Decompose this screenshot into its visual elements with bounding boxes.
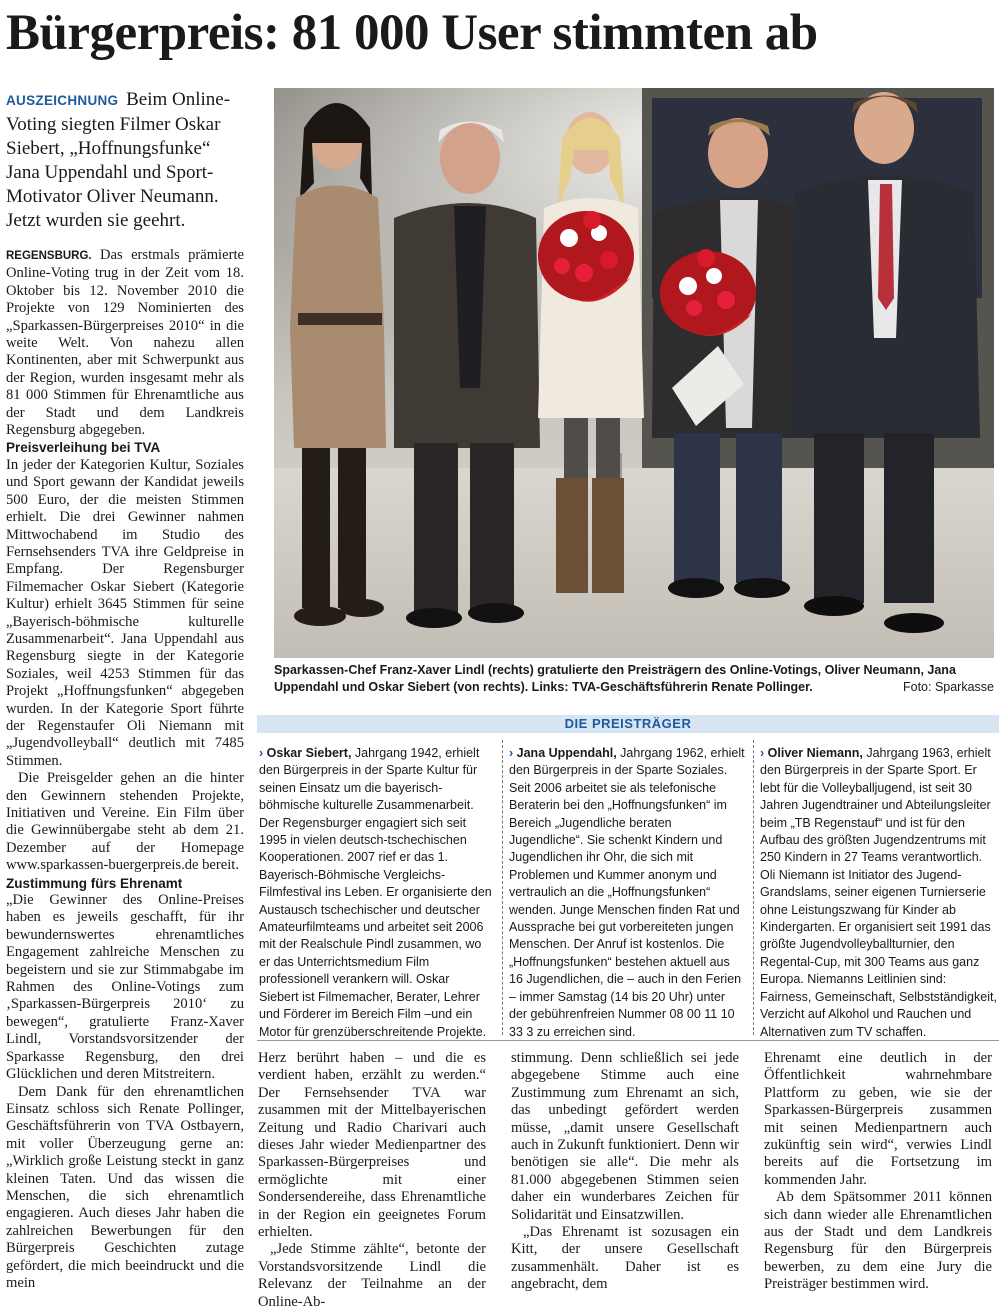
- paragraph: Herz berührt haben – und die es verdient haben, erzählt zu werden.“ Der Fernsehsender TVA war zusammen mit der Mittelbayerischen Zeitung und Radio Charivari auch dieses Jahr wieder Medienpartner des Sparkassen-Bürgerpreises und ermöglichte mit einer Sondersendereihe, dass Ehrenamtliche in der Region ein geeignetes Forum erhielten.: [258, 1050, 486, 1241]
- kicker-label: AUSZEICHNUNG: [6, 93, 119, 108]
- winner-name: Oskar Siebert,: [266, 746, 352, 760]
- winner-uppendahl: [509, 745, 745, 1041]
- intro-text: Das erstmals prämierte Online-Voting trug in der Zeit vom 18. Oktober bis 12. November 2010 die Projekte von 129 Nominierten des „Sparkassen-Bürgerpreises 2010“ in die weite Welt. Von nahezu allen Kontinenten, aber mit Schwerpunkt aus der Region, wurden insgesamt mehr als 81 000 Stimmen für Ehrenamtliche aus der Stadt und dem Landkreis Regensburg abgegeben.: [6, 247, 244, 439]
- lead-text: Beim Online-Voting siegten Filmer Oskar Siebert, „Hoffnungsfunke“ Jana Uppendahl und Sport-Motivator Oliver Neumann. Jetzt wurden sie geehrt.: [6, 89, 231, 231]
- winner-text: Jahrgang 1942, erhielt den Bürgerpreis in der Sparte Kultur für seinen Einsatz um die bayerisch-böhmische kulturelle Zusammenarbeit. Der Regensburger engagiert sich seit 1995 in vielen deutsch-tschechischen Kooperationen. 2007 rief er das 1. Bayerisch-Böhmische Vergleichs-Filmfestival ins Leben. Er organisierte den Austausch tschechischer und deutscher Amateurfilmteams und arbeitet seit 2006 mit der Realschule Pindl zusammen, wo er das Unterrichtsmedium Film professionell verankern will. Oskar Siebert ist Filmemacher, Berater, Lehrer und Förderer im Bereich Film –und ein Motor für grenzüberschreitende Projekte.: [259, 746, 492, 1039]
- paragraph: Ab dem Spätsommer 2011 können sich dann wieder alle Ehrenamtlichen aus der Stadt und dem Landkreis Regensburg für den Bürgerpreis bewerben, zu dem eine Jury die Preisträger bestimmen wird.: [764, 1189, 992, 1293]
- bottom-column-3: [764, 1050, 992, 1294]
- winner-siebert: [259, 745, 492, 1041]
- winner-text: Jahrgang 1963, erhielt den Bürgerpreis in der Sparte Sport. Er lebt für die Volleyballjugend, ist seit 30 Jahren Jugendtrainer und Abteilungsleiter beim „TB Regenstauf“ und ist für den Aufbau des größten Jugendzentrums mit 250 Kindern in 27 Teams verantwortlich. Oli Niemann ist Initiator des Jugend-Grandslams, seiner eigenen Turnierserie ohne Leistungszwang für Kinder ab Kindergarten. Er organisiert seit 1991 das größte Jugendvolleyballturnier, den Regental-Cup, mit 300 Teams aus ganz Europa. Niemanns Leitlinien sind: Fairness, Gemeinschaft, Selbstständigkeit, Verzicht auf Alkohol und Rauchen und Alternativen zum TV schaffen.: [760, 746, 997, 1039]
- paragraph: Ehrenamt eine deutlich in der Öffentlichkeit wahrnehmbare Plattform zu geben, wie sie der Sparkassen-Bürgerpreis zusammen mit seinen Medienpartnern auch zukünftig sein wird“, verwies Lindl bereits auf die Fortsetzung im kommenden Jahr.: [764, 1050, 992, 1188]
- award-photo: [274, 88, 994, 658]
- arrow-icon: ›: [259, 746, 264, 760]
- left-column: [6, 88, 244, 1292]
- bottom-column-1: [258, 1050, 486, 1311]
- paragraph-prize-money: Die Preisgelder gehen an die hinter den Gewinnern stehenden Projekte, Initiativen und Vereine. Ein Film über die Gewinnübergabe steht ab dem 21. Dezember auf der Homepage www.sparkassen-buergerpreis.de bereit.: [6, 770, 244, 874]
- article-body: [6, 247, 244, 1292]
- paragraph: „Das Ehrenamt ist sozusagen ein Kitt, der unsere Gesellschaft zusammenhält. Daher ist es angebracht, dem: [511, 1224, 739, 1293]
- paragraph-results: In jeder der Kategorien Kultur, Soziales und Sport gewann der Kandidat jeweils 500 Euro, der die meisten Stimmen erhielt. Die drei Gewinner nahmen Mittwochabend im Studio des Fernsehsenders TVA ihre Geldpreise in Empfang. Der Regensburger Filmemacher Oskar Siebert (Kategorie Kultur) erhielt 3645 Stimmen für seine „Bayerisch-böhmische kulturelle Zusammenarbeit“. Jana Uppendahl aus Regensburg siegte in der Kategorie Soziales, weil 4253 Stimmen für das Projekt „Hoffnungsfunken“ abgegeben wurden. In der Kategorie Sport führte der Regenstaufer Oli Niemann mit „Jugendvolleyball“ deutlich mit 7485 Stimmen.: [6, 456, 244, 769]
- caption-text: Sparkassen-Chef Franz-Xaver Lindl (rechts) gratulierte den Preisträgern des Online-Votings, Oliver Neumann, Jana Uppendahl und Oskar Siebert (von rechts). Links: TVA-Geschäftsführerin Renate Pollinger.: [274, 663, 956, 694]
- arrow-icon: ›: [509, 746, 514, 760]
- arrow-icon: ›: [760, 746, 765, 760]
- intro-paragraph: [6, 247, 244, 439]
- winner-name: Jana Uppendahl,: [516, 746, 617, 760]
- photo-caption: [274, 662, 994, 696]
- bottom-column-2: [511, 1050, 739, 1294]
- subhead-preisverleihung: Preisverleihung bei TVA: [6, 440, 161, 456]
- photo-illustration: [274, 88, 994, 658]
- dateline: REGENSBURG.: [6, 250, 92, 262]
- box-bottom-rule: [257, 1040, 999, 1041]
- winner-niemann: [760, 745, 998, 1041]
- column-divider: [753, 740, 754, 1035]
- winner-text: Jahrgang 1962, erhielt den Bürgerpreis in der Sparte Soziales. Seit 2006 arbeitet sie als telefonische Beraterin bei den „Hoffnungsfunken“ im Bereich „Jugendliche beraten Jugendliche“. Sie schenkt Kindern und Jugendlichen ihr Ohr, die sich mit Problemen und Kummer anonym und vertraulich an die „Hoffnungsfunken“ wenden. Junge Menschen finden Rat und Aussprache bei gut vorbereiteten jungen Menschen. Der Anruf ist kostenlos. Die „Hoffnungsfunken“ bestehen aktuell aus 16 Jugendlichen, die – auch in den Ferien – immer Samstag (14 bis 20 Uhr) unter der gebührenfreien Nummer 08 00 11 10 33 3 zu erreichen sind.: [509, 746, 745, 1039]
- paragraph: „Jede Stimme zählte“, betonte der Vorstandsvorsitzende Lindl die Relevanz der Teilnahme an der Online-Ab-: [258, 1241, 486, 1310]
- headline: Bürgerpreis: 81 000 User stimmten ab: [6, 5, 818, 61]
- lead-paragraph: [6, 88, 244, 233]
- photo-credit: Foto: Sparkasse: [902, 680, 994, 694]
- box-title: DIE PREISTRÄGER: [564, 716, 692, 731]
- paragraph-pollinger: Dem Dank für den ehrenamtlichen Einsatz schloss sich Renate Pollinger, Geschäftsführerin von TVA Ostbayern, mit voller Überzeugung gerne an: „Wirklich große Leistung steckt in ganz kleinen Taten. Und das wissen die Menschen, die sich ehrenamtlich engagieren. Auch dieses Jahr haben die zahlreichen Bewerbungen für den Bürgerpreis Geschichten zutage gefördert, die mich beeindruckt und die mein: [6, 1083, 244, 1291]
- paragraph: stimmung. Denn schließlich sei jede abgegebene Stimme auch eine Zustimmung zum Ehrenamt an sich, das unbedingt gefördert werden müsse, „damit unsere Gesellschaft auch in Zukunft funktioniert. Denn wir benötigen sie alle“. Die mehr als 81.000 abgegebenen Stimmen seien daher ein wunderbares Zeichen für Solidarität und Einsatzwillen.: [511, 1050, 739, 1223]
- column-divider: [502, 740, 503, 1035]
- paragraph-quote-lindl: „Die Gewinner des Online-Preises haben es jeweils geschafft, für ihr bewundernswertes ehrenamtliches Engagement zahlreiche Menschen zu begeistern und sie zur Stimmabgabe im Rahmen des Online-Votings zum ‚Sparkassen-Bürgerpreis 2010‘ zu bewegen“, gratulierte Franz-Xaver Lindl, Vorstandsvorsitzender der Sparkasse Regensburg, den drei Glücklichen und deren Mitstreitern.: [6, 892, 244, 1083]
- subhead-zustimmung: Zustimmung fürs Ehrenamt: [6, 875, 183, 891]
- winner-name: Oliver Niemann,: [767, 746, 863, 760]
